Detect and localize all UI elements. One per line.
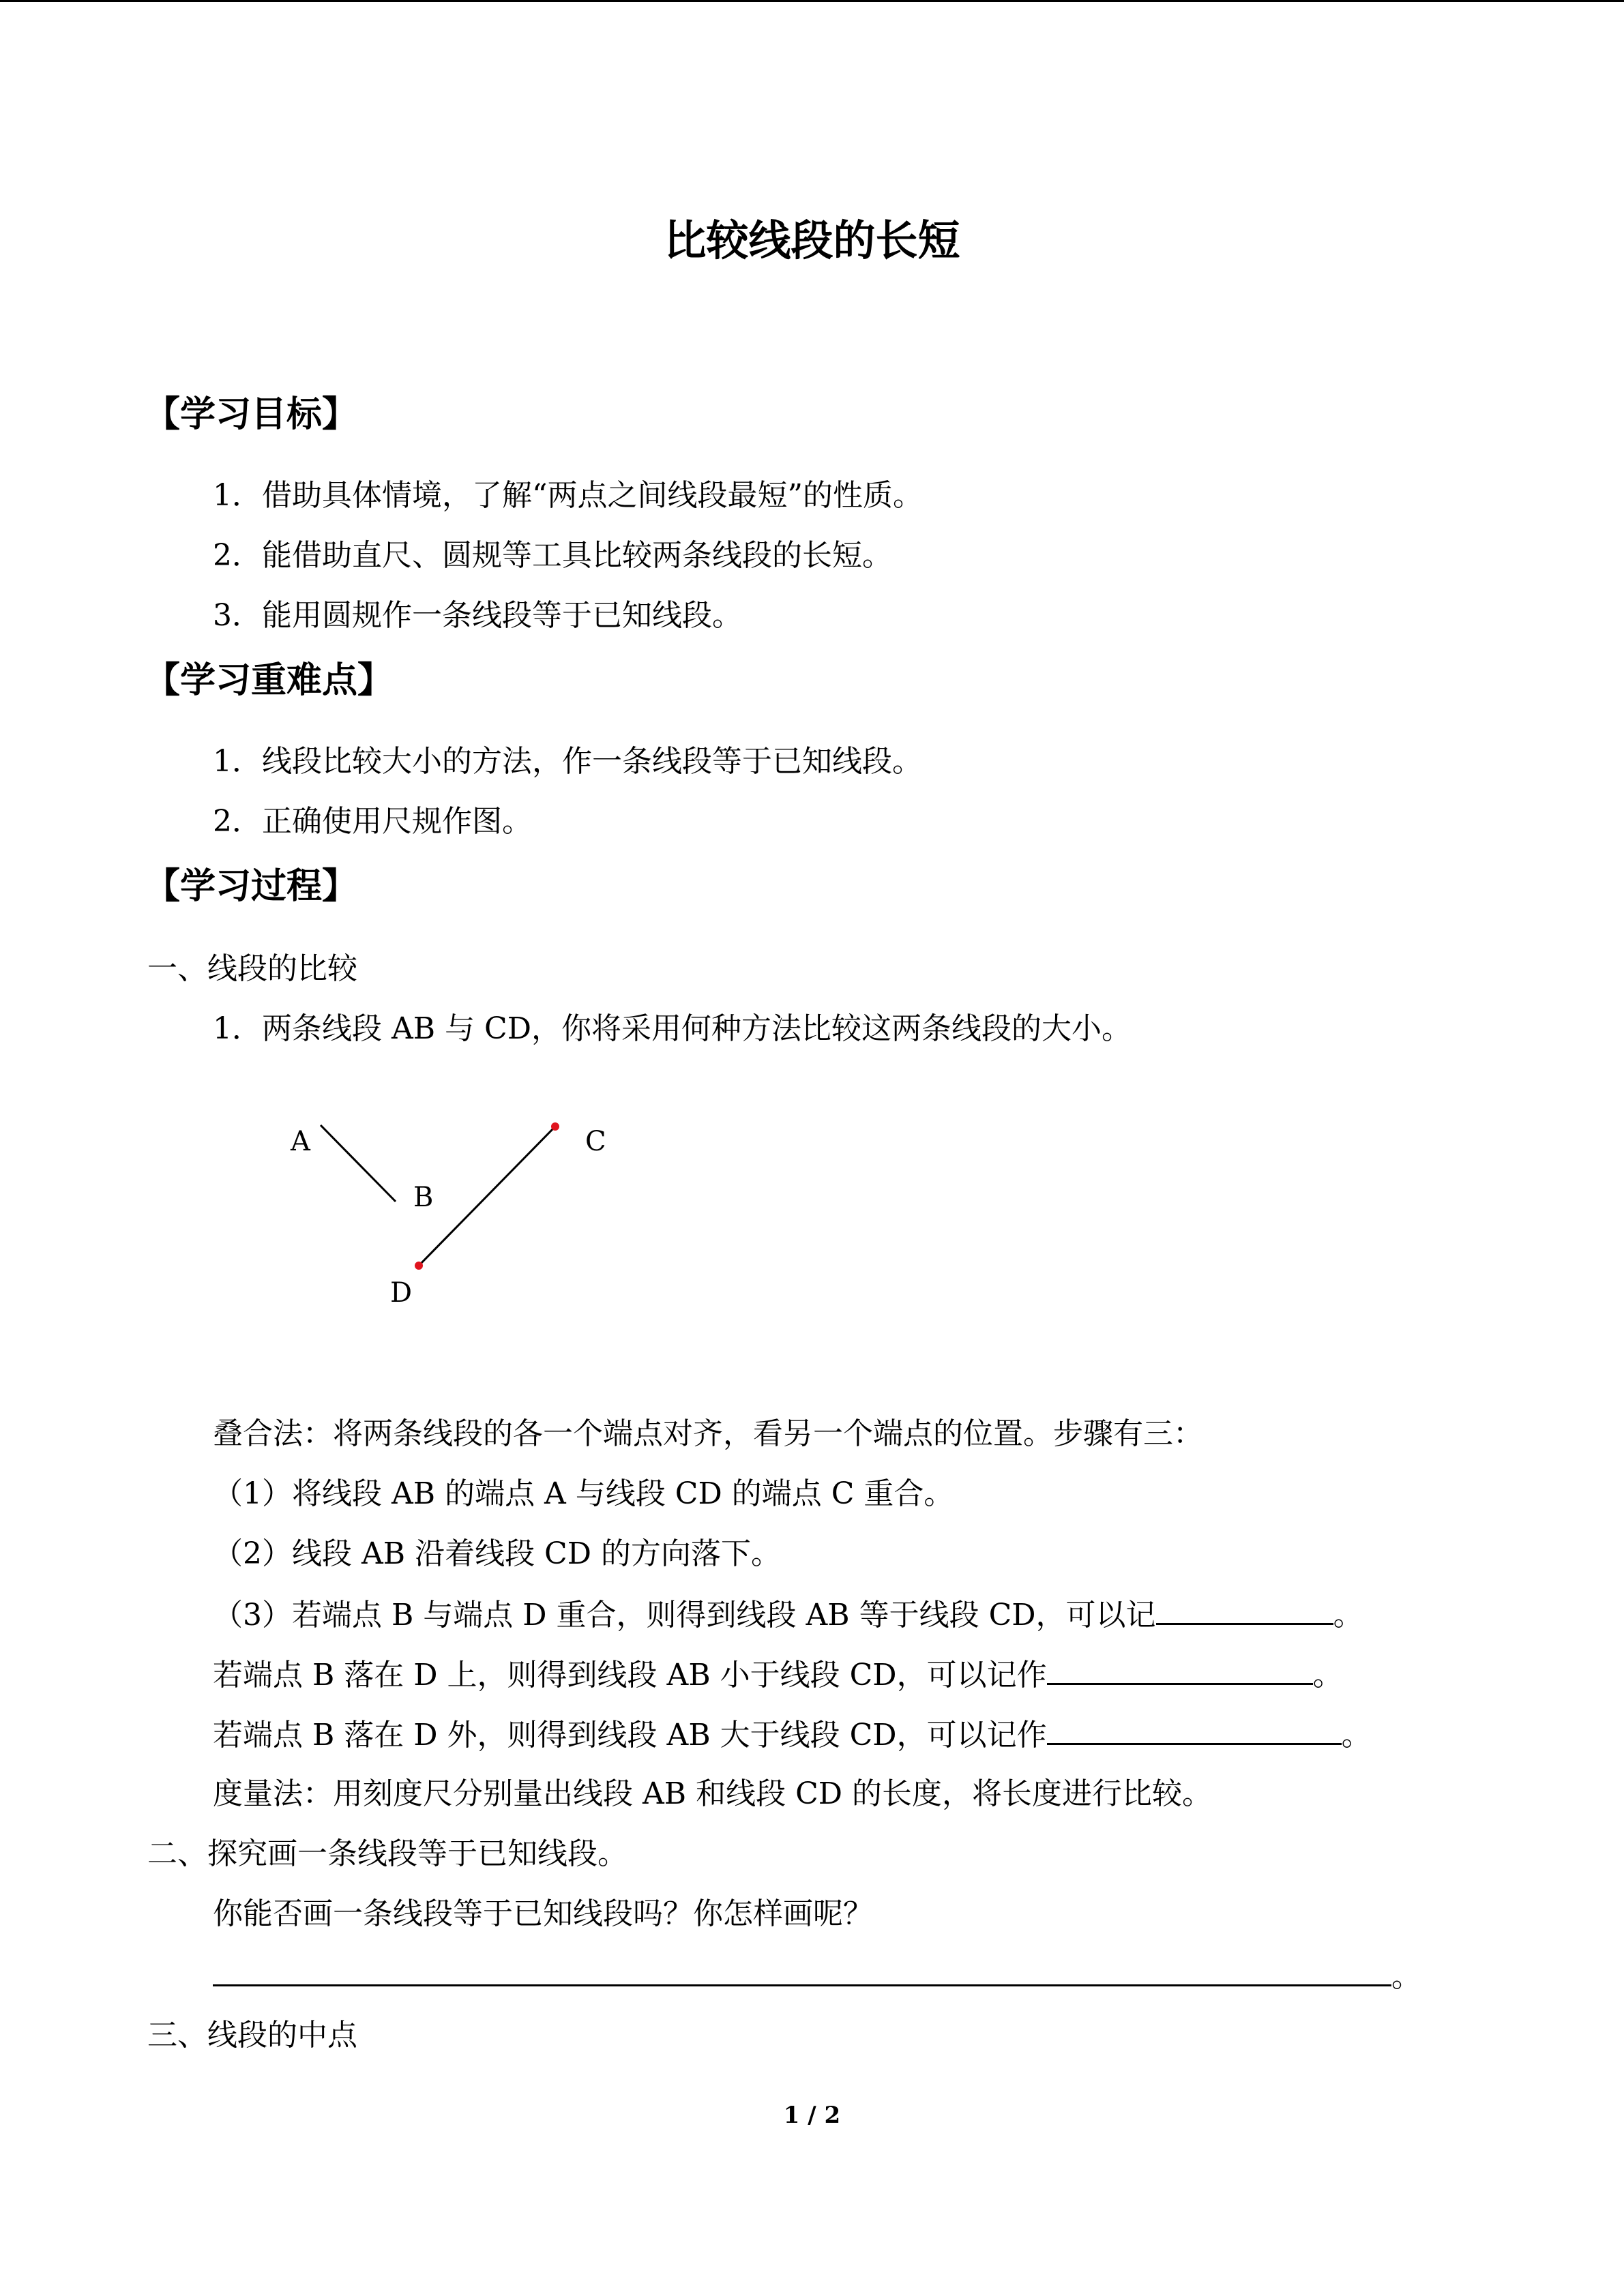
answer-blank-less[interactable] bbox=[1047, 1653, 1313, 1685]
question-text: 1．两条线段 AB 与 CD，你将采用何种方法比较这两条线段的大小。 bbox=[213, 1011, 1132, 1046]
goal-item: 3．能用圆规作一条线段等于已知线段。 bbox=[213, 598, 742, 633]
section-two-question: 你能否画一条线段等于已知线段吗？你怎样画呢？ bbox=[213, 1896, 873, 1931]
period: 。 bbox=[1341, 1718, 1372, 1753]
section-two-answer bbox=[213, 1954, 1421, 1998]
period: 。 bbox=[1312, 1658, 1343, 1693]
segment-ab bbox=[321, 1125, 396, 1202]
overlap-step-1: （1）将线段 AB 的端点 A 与线段 CD 的端点 C 重合。 bbox=[213, 1476, 954, 1511]
segments-diagram bbox=[273, 1105, 628, 1323]
answer-blank-long[interactable] bbox=[213, 1954, 1391, 1986]
period: 。 bbox=[1391, 1959, 1421, 1994]
top-border bbox=[0, 0, 1624, 2]
goal-item: 2．能借助直尺、圆规等工具比较两条线段的长短。 bbox=[213, 538, 892, 573]
case-inside bbox=[213, 1653, 1343, 1697]
goal-item: 1．借助具体情境，了解“两点之间线段最短”的性质。 bbox=[213, 478, 923, 513]
page-number: 1 / 2 bbox=[783, 2102, 841, 2129]
case-inside-text: 若端点 B 落在 D 上，则得到线段 AB 小于线段 CD，可以记作 bbox=[213, 1658, 1047, 1693]
key-point-item: 1．线段比较大小的方法，作一条线段等于已知线段。 bbox=[213, 744, 922, 779]
label-a: A bbox=[291, 1126, 310, 1157]
line-segments-figure bbox=[273, 1105, 628, 1323]
period: 。 bbox=[1333, 1598, 1363, 1632]
measure-method: 度量法：用刻度尺分别量出线段 AB 和线段 CD 的长度，将长度进行比较。 bbox=[213, 1776, 1212, 1811]
endpoint-d-dot bbox=[415, 1262, 423, 1270]
case-outside bbox=[213, 1713, 1372, 1757]
overlap-step-2: （2）线段 AB 沿着线段 CD 的方向落下。 bbox=[213, 1536, 781, 1571]
label-d: D bbox=[390, 1277, 413, 1309]
section-two-heading: 二、探究画一条线段等于已知线段。 bbox=[147, 1836, 628, 1871]
goals-heading: 【学习目标】 bbox=[145, 394, 358, 435]
section-three-heading: 三、线段的中点 bbox=[147, 2018, 357, 2053]
case-outside-text: 若端点 B 落在 D 外，则得到线段 AB 大于线段 CD，可以记作 bbox=[213, 1718, 1047, 1753]
overlap-method-intro: 叠合法：将两条线段的各一个端点对齐，看另一个端点的位置。步骤有三： bbox=[213, 1416, 1203, 1451]
key-point-item: 2．正确使用尺规作图。 bbox=[213, 804, 532, 839]
overlap-step-3 bbox=[213, 1593, 1363, 1637]
answer-blank-equal[interactable] bbox=[1156, 1593, 1333, 1625]
step-3-text: （3）若端点 B 与端点 D 重合，则得到线段 AB 等于线段 CD，可以记 bbox=[213, 1598, 1156, 1632]
process-heading: 【学习过程】 bbox=[145, 866, 358, 907]
page-title: 比较线段的长短 bbox=[664, 215, 960, 265]
segment-cd bbox=[419, 1127, 555, 1266]
endpoint-c-dot bbox=[551, 1122, 559, 1131]
section-one-heading: 一、线段的比较 bbox=[147, 951, 357, 986]
label-b: B bbox=[413, 1182, 434, 1213]
key-points-heading: 【学习重难点】 bbox=[145, 660, 394, 701]
label-c: C bbox=[585, 1126, 606, 1157]
answer-blank-greater[interactable] bbox=[1047, 1713, 1342, 1745]
